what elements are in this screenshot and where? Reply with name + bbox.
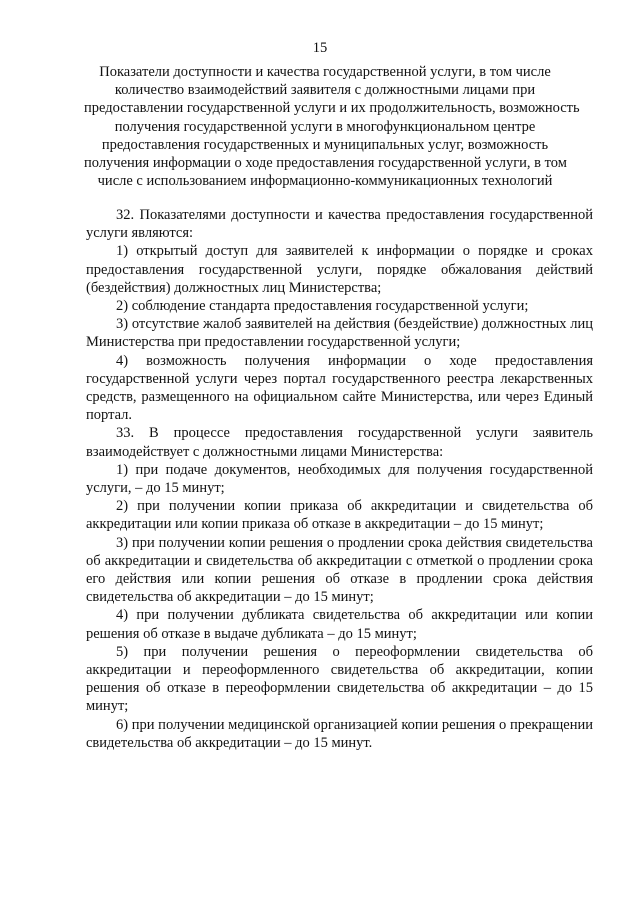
list-item: 3) при получении копии решения о продлении срока действия свидетельства об аккредитации и свидетельства об аккредитации с отметкой о продлении срока его действия или копии решения об отказе в продлении срока действия свидетельства об аккредитации – до 15 минут; [86,534,593,606]
list-item: 2) при получении копии приказа об аккредитации и свидетельства об аккредитации или копии приказа об отказе в аккредитации – до 15 минут; [86,498,593,533]
heading-line: Показатели доступности и качества государственной услуги, в том числе [99,64,551,80]
heading-line: получения государственной услуги в многофункциональном центре [114,118,536,135]
body-text [86,206,593,752]
paragraph-33: 33. В процессе предоставления государственной услуги заявитель взаимодействует с должностными лицами Министерства: [86,425,593,460]
heading-line: числе с использованием информационно-коммуникационных технологий [97,173,553,190]
list-item: 3) отсутствие жалоб заявителей на действия (бездействие) должностных лиц Министерства при предоставлении государственной услуги; [86,316,593,351]
heading-line: предоставления государственных и муниципальных услуг, возможность [101,136,549,153]
list-item: 6) при получении медицинской организацией копии решения о прекращении свидетельства об аккредитации – до 15 минут. [86,716,593,751]
list-item: 1) открытый доступ для заявителей к информации о порядке и сроках предоставления государственной услуги, порядке обжалования действий (бездействия) должностных лиц Министерства; [86,243,593,296]
heading-line: получения информации о ходе предоставления государственной услуги, в том [84,155,567,172]
heading-line: количество взаимодействий заявителя с должностными лицами при [114,82,536,99]
paragraph-32: 32. Показателями доступности и качества предоставления государственной услуги являются: [86,207,593,242]
list-item: 2) соблюдение стандарта предоставления государственной услуги; [116,298,529,315]
list-item: 4) при получении дубликата свидетельства об аккредитации или копии решения об отказе в выдаче дубликата – до 15 минут; [86,607,593,642]
list-item: 4) возможность получения информации о ходе предоставления государственной услуги через портал государственного реестра лекарственных средств, размещенного на официальном сайте Министерства, или через Единый портал. [86,352,593,424]
list-item: 5) при получении решения о переоформлении свидетельства об аккредитации и переоформленного свидетельства об аккредитации, копии решения об отказе в переоформлении свидетельства об аккредитации – до 15 минут; [86,643,593,715]
page-number: 15 [312,40,328,56]
list-item: 1) при подаче документов, необходимых для получения государственной услуги, – до 15 минут; [86,461,593,497]
section-heading [84,63,580,190]
heading-line: предоставлении государственной услуги и их продолжительность, возможность [84,100,580,117]
